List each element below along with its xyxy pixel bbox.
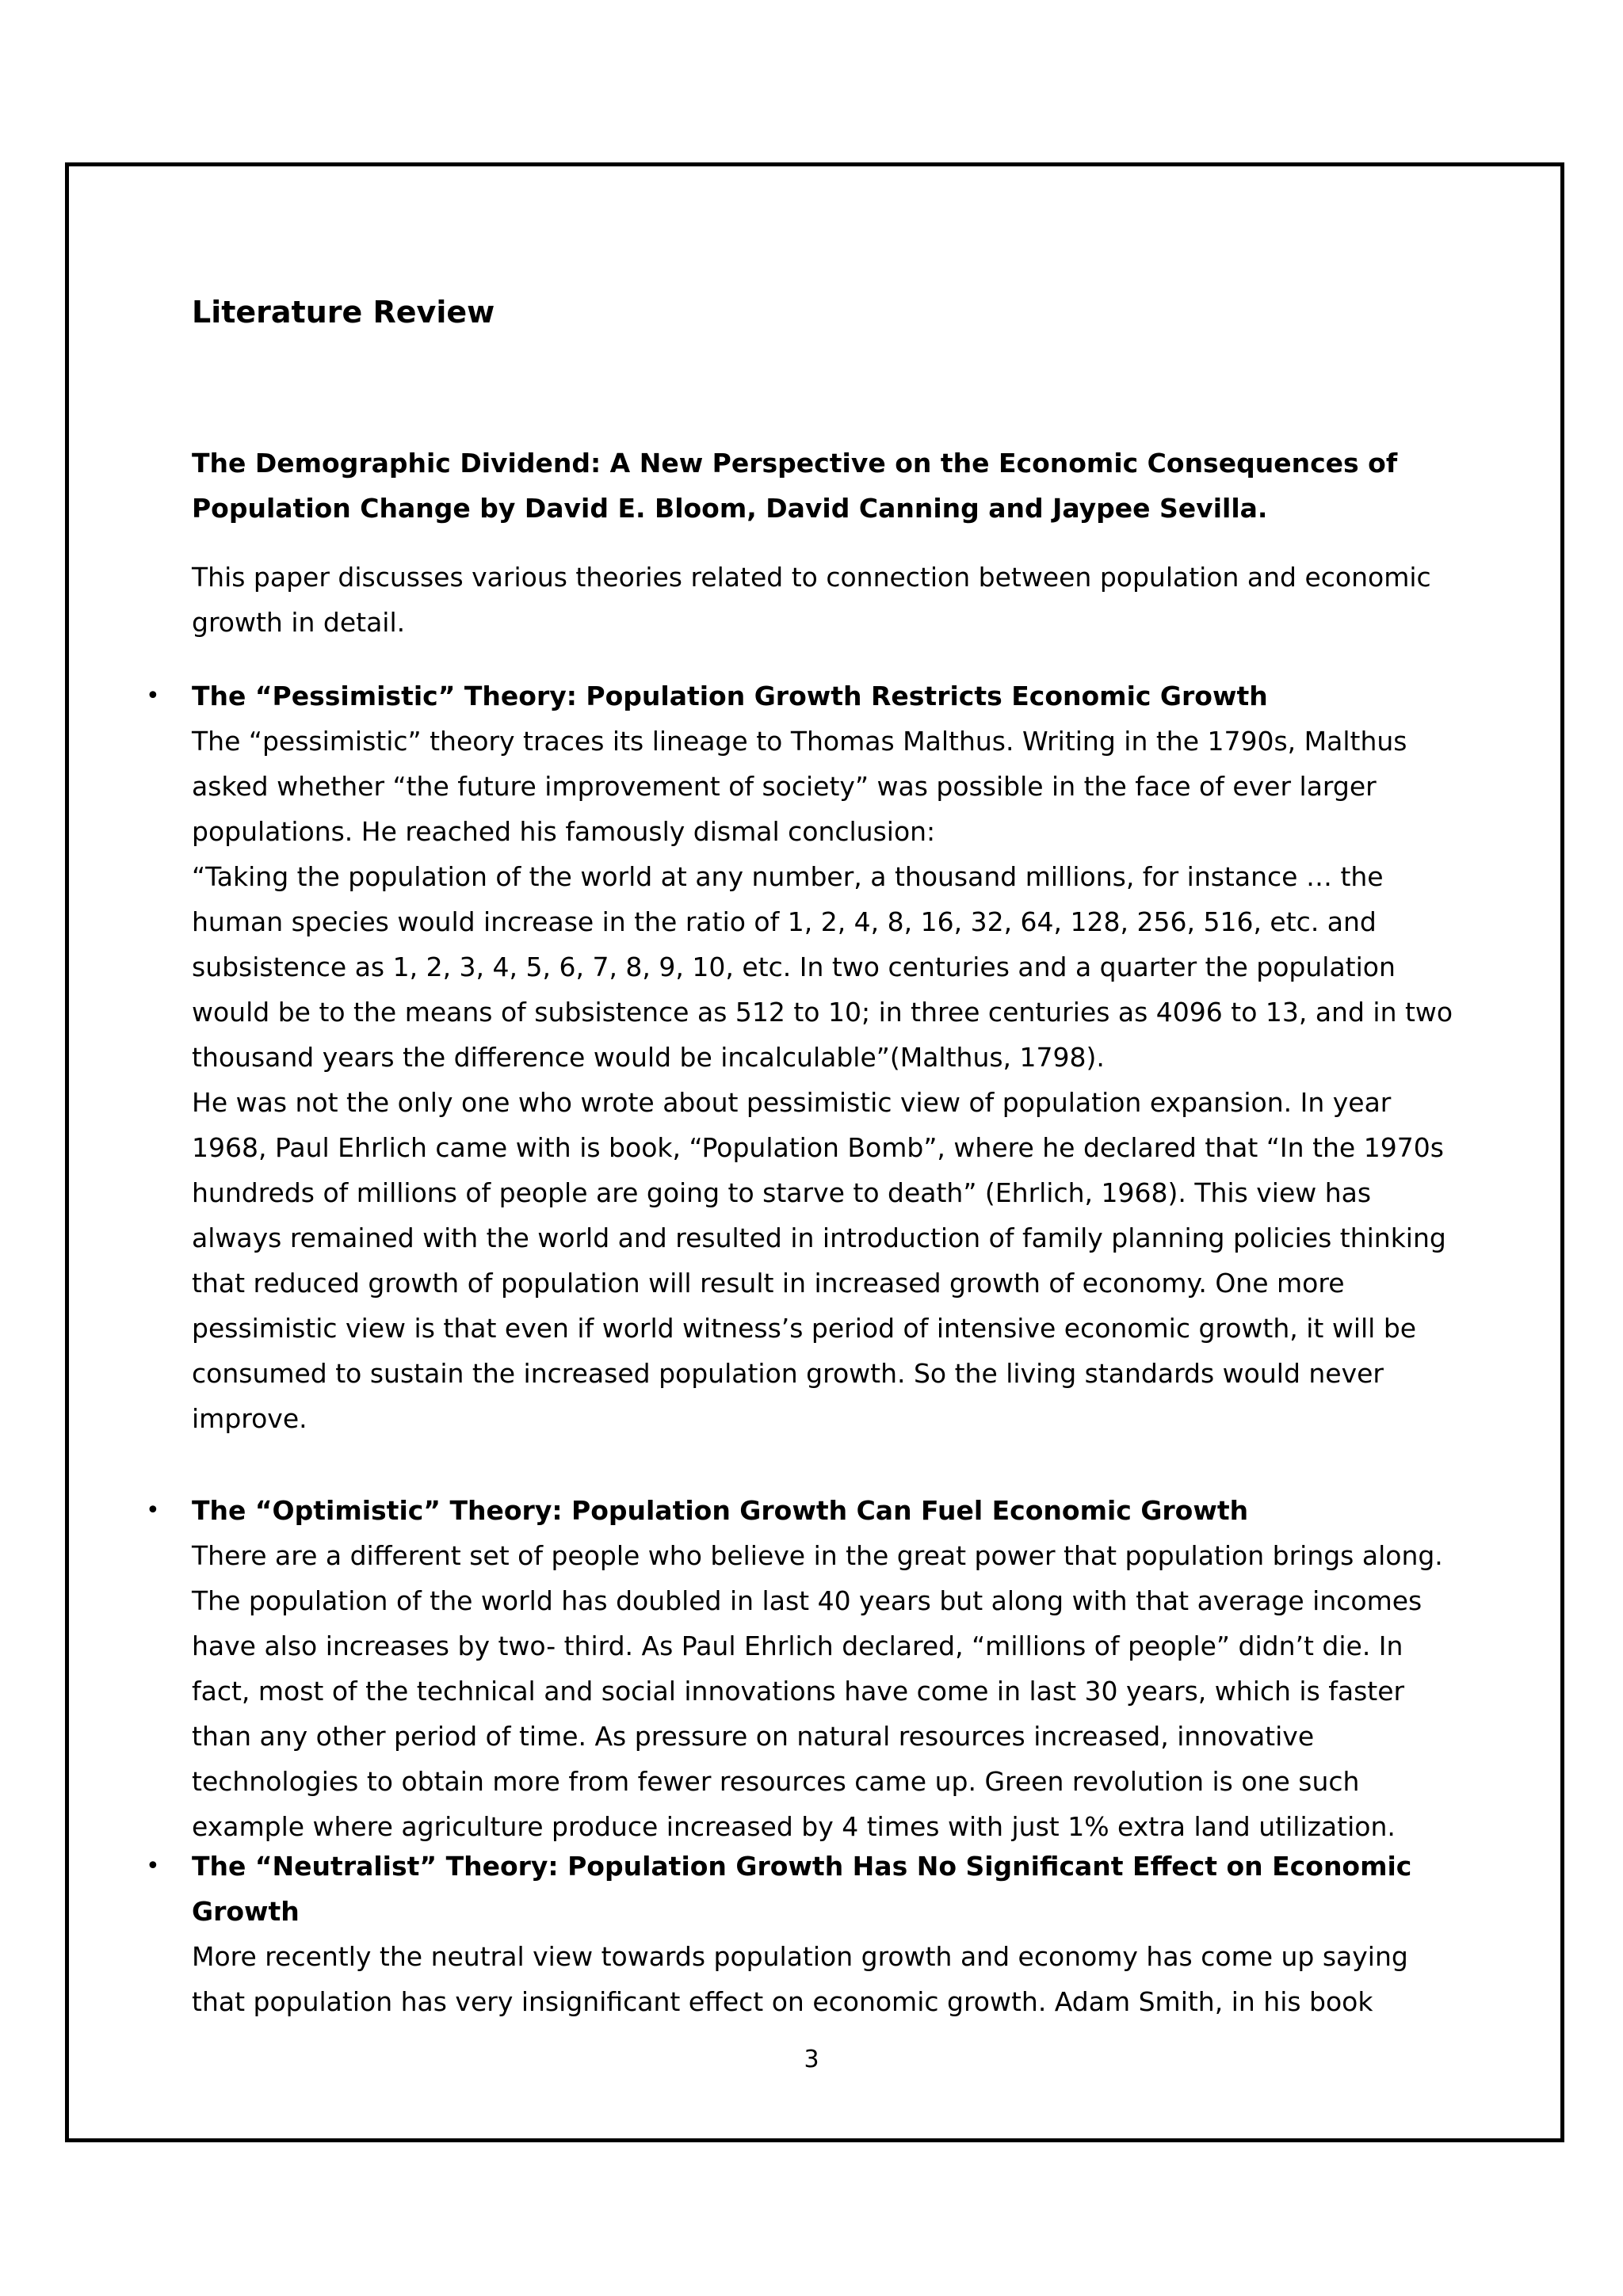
theory-heading-optimistic: The “Optimistic” Theory: Population Growth Can Fuel Economic Growth <box>192 1495 1249 1526</box>
section-heading: Literature Review <box>192 295 495 330</box>
page-number: 3 <box>804 2046 819 2073</box>
bullet-icon: • <box>146 682 160 710</box>
bullet-icon: • <box>146 1852 160 1880</box>
theory-heading-neutralist: The “Neutralist” Theory: Population Growth Has No Significant Effect on Economic Growth <box>192 1851 1412 1927</box>
theory-body-optimistic: There are a different set of people who believe in the great power that population brings along. The population of the world has doubled in last 40 years but along with that average incomes have also increases by two- third. As Paul Ehrlich declared, “millions of people” didn’t die. In fact, most of the technical and social innovations have come in last 30 years, which is faster than any other period of time. As pressure on natural resources increased, innovative technologies to obtain more from fewer resources came up. Green revolution is one such example where agriculture produce increased by 4 times with just 1% extra land utilization. <box>192 1540 1443 1842</box>
paper-title: The Demographic Dividend: A New Perspective on the Economic Consequences of Population Change by David E. Bloom, David Canning and Jaypee Sevilla. <box>192 448 1398 524</box>
theory-heading-pessimistic: The “Pessimistic” Theory: Population Growth Restricts Economic Growth <box>192 681 1268 711</box>
theory-body-pessimistic: The “pessimistic” theory traces its lineage to Thomas Malthus. Writing in the 1790s, Malthus asked whether “the future improvement of society” was possible in the face of ever larger populations. He reached his famously dismal conclusion: “Taking the population of the world at any number, a thousand millions, for instance … the human species would increase in the ratio of 1, 2, 4, 8, 16, 32, 64, 128, 256, 516, etc. and subsistence as 1, 2, 3, 4, 5, 6, 7, 8, 9, 10, etc. In two centuries and a quarter the population would be to the means of subsistence as 512 to 10; in three centuries as 4096 to 13, and in two thousand years the difference would be incalculable”(Malthus, 1798). He was not the only one who wrote about pessimistic view of population expansion. In year 1968, Paul Ehrlich came with is book, “Population Bomb”, where he declared that “In the 1970s hundreds of millions of people are going to starve to death” (Ehrlich, 1968). This view has always remained with the world and resulted in introduction of family planning policies thinking that reduced growth of population will result in increased growth of economy. One more pessimistic view is that even if world witness’s period of intensive economic growth, it will be consumed to sustain the increased population growth. So the living standards would never improve. <box>192 726 1453 1434</box>
bullet-icon: • <box>146 1497 160 1524</box>
theory-item-optimistic <box>146 1488 1460 1849</box>
theory-item-neutralist <box>146 1844 1460 2024</box>
intro-paragraph: This paper discusses various theories related to connection between population and economic growth in detail. <box>192 562 1431 638</box>
theory-body-neutralist: More recently the neutral view towards population growth and economy has come up saying that population has very insignificant effect on economic growth. Adam Smith, in his book <box>192 1941 1408 2017</box>
theory-item-pessimistic <box>146 673 1460 1441</box>
